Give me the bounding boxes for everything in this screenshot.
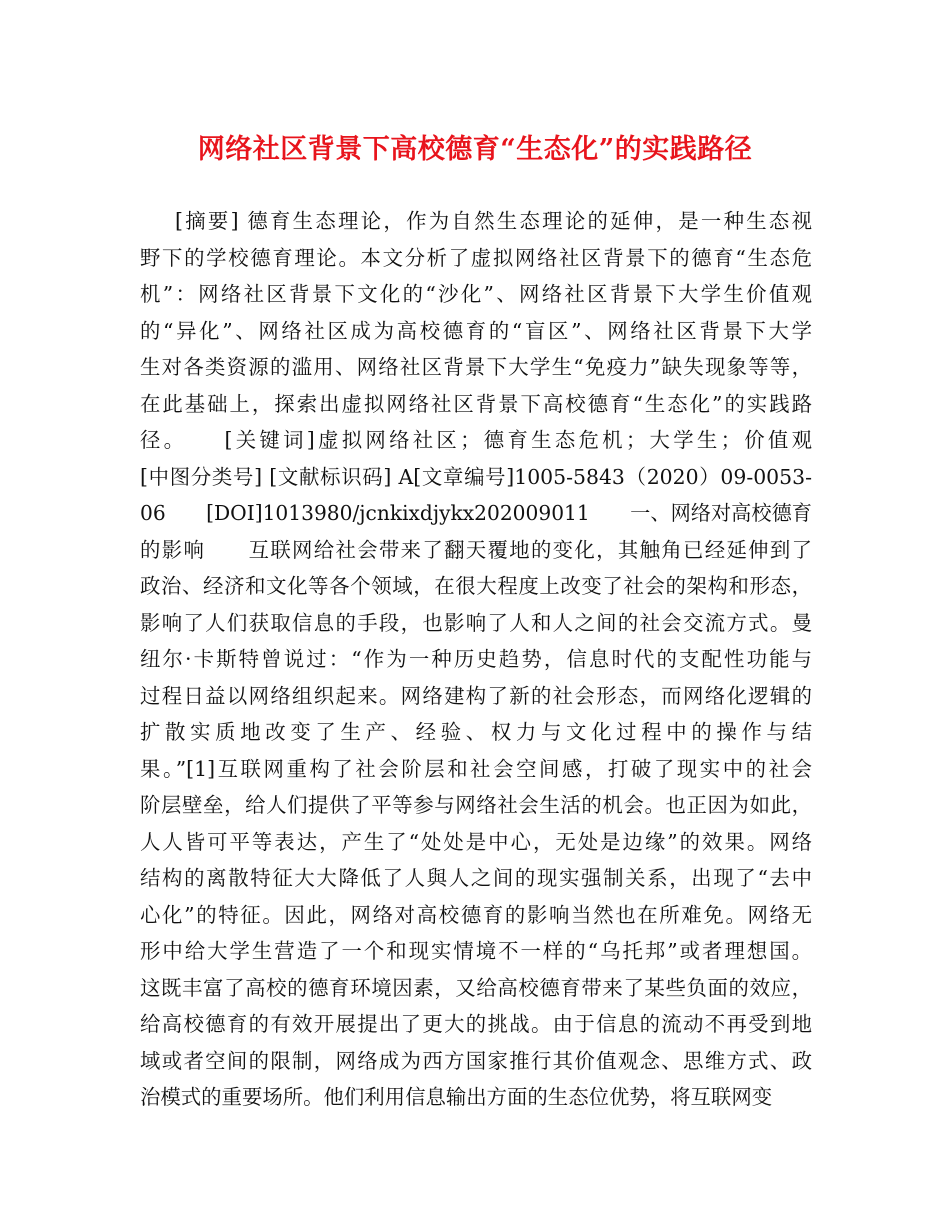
- body-text-line: 心化”的特征。因此，网络对高校德育的影响当然也在所难免。网络无: [140, 902, 812, 927]
- body-text-line: 纽尔·卡斯特曾说过：“作为一种历史趋势，信息时代的支配性功能与: [140, 647, 812, 671]
- body-text-line: 影响了人们获取信息的手段，也影响了人和人之间的社会交流方式。曼: [140, 610, 812, 635]
- body-text-line: 野下的学校德育理论。本文分析了虚拟网络社区背景下的德育“生态危: [140, 245, 812, 270]
- body-text-line: 阶层壁垒，给人们提供了平等参与网络社会生活的机会。也正因为如此，: [140, 793, 812, 817]
- body-text-line: [摘要] 德育生态理论，作为自然生态理论的延伸，是一种生态视: [175, 209, 812, 233]
- body-text-line: 这既丰富了高校的德育环境因素，又给高校德育带来了某些负面的效应，: [140, 975, 812, 1000]
- body-text-line: 果。”[1]互联网重构了社会阶层和社会空间感，打破了现实中的社会: [140, 756, 812, 781]
- body-text-line: 域或者空间的限制，网络成为西方国家推行其价值观念、思维方式、政: [140, 1048, 812, 1073]
- body-text-line: 的影响 互联网给社会带来了翻天覆地的变化，其触角已经延伸到了: [140, 537, 812, 562]
- body-text-line: 的“异化”、网络社区成为高校德育的“盲区”、网络社区背景下大学: [140, 318, 812, 343]
- body-text-line: 政治、经济和文化等各个领域，在很大程度上改变了社会的架构和形态，: [140, 574, 812, 598]
- body-text-line: 径。 [关键词]虚拟网络社区；德育生态危机；大学生；价值观: [140, 428, 812, 452]
- document-title: 网络社区背景下高校德育“生态化”的实践路径: [197, 134, 753, 165]
- body-text-line: 扩散实质地改变了生产、经验、权力与文化过程中的操作与结: [140, 720, 812, 744]
- body-text-line: 在此基础上，探索出虚拟网络社区背景下高校德育“生态化”的实践路: [140, 391, 812, 416]
- body-text-line: 形中给大学生营造了一个和现实情境不一样的“乌托邦”或者理想国。: [140, 939, 812, 963]
- document-body: [140, 203, 812, 1116]
- body-text-line: 治模式的重要场所。他们利用信息输出方面的生态位优势，将互联网变: [140, 1085, 773, 1109]
- body-text-line: 06 [DOI]1013980/jcnkixdjykx202009011 一、网络对高校德育: [140, 501, 812, 525]
- body-text-line: 给高校德育的有效开展提出了更大的挑战。由于信息的流动不再受到地: [140, 1012, 812, 1036]
- body-text-line: 生对各类资源的滥用、网络社区背景下大学生“免疫力”缺失现象等等，: [140, 355, 812, 379]
- body-text-line: 过程日益以网络组织起来。网络建构了新的社会形态，而网络化逻辑的: [140, 683, 812, 708]
- body-text-line: 机”：网络社区背景下文化的“沙化”、网络社区背景下大学生价值观: [140, 282, 812, 306]
- body-text-line: 结构的离散特征大大降低了人與人之间的现实强制关系，出现了“去中: [140, 866, 812, 890]
- body-text-line: [中图分类号] [文献标识码] A[文章编号]1005-5843（2020）09-0053-: [140, 464, 812, 489]
- body-text-line: 人人皆可平等表达，产生了“处处是中心，无处是边缘”的效果。网络: [140, 829, 812, 854]
